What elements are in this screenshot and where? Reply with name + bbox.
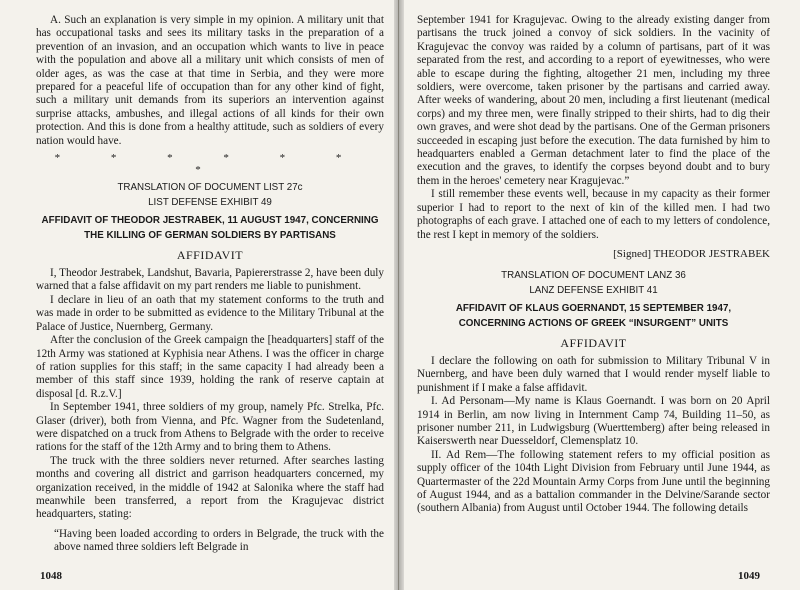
paragraph: II. Ad Rem—The following statement refers to my official position as supply officer of the 104th Light Division from February until June 1944, as Quartermaster of the 22d Mountain Army Corps from June until the beginning of August 1944, and as a battalion commander in the Delvine/Sarande sector (southern Albania) from August until October 1944. The following details bbox=[417, 448, 770, 515]
paragraph: I, Theodor Jestrabek, Landshut, Bavaria, Papiererstrasse 2, have been duly warned that a false affidavit on my part renders me liable to punishment. bbox=[36, 267, 384, 293]
section-heading: AFFIDAVIT bbox=[176, 248, 244, 263]
document-title: TRANSLATION OF DOCUMENT LANZ 36 bbox=[501, 269, 686, 281]
section-heading: AFFIDAVIT bbox=[560, 335, 627, 350]
left-page bbox=[0, 0, 398, 590]
quotation: “Having been loaded according to orders in Belgrade, the truck with the above named three soldiers left Belgrade in bbox=[54, 527, 384, 554]
paragraph: I declare the following on oath for submission to Military Tribunal V in Nuernberg, and have been duly warned that I would render myself liable to punishment if I make a false affidavit. bbox=[417, 354, 770, 394]
affidavit-title-line-2: CONCERNING ACTIONS OF GREEK “INSURGENT” UNITS bbox=[458, 317, 729, 329]
page-number: 1049 bbox=[738, 570, 760, 582]
exhibit-title: LANZ DEFENSE EXHIBIT 41 bbox=[529, 284, 658, 296]
right-page bbox=[398, 0, 800, 590]
paragraph: The truck with the three soldiers never returned. After searches lasting months and covering all district and garrison headquarters concerned, my organization received, in the middle of 1942 at Salonika where the staff had meanwhile been transferred, a report from the Kragujevac district headquarters, stating: bbox=[36, 454, 384, 521]
paragraph: A. Such an explanation is very simple in my opinion. A military unit that has occupational tasks and sees its military tasks in the preparation of a prevention of an invasion, and an occupation which wants to live in peace with the population and above all a military unit which consists of men of older ages, as was the case at that time in Serbia, and they were more prepared for a peaceful life of occupation than for any other kind of fight, such a military unit demands from its superiors an intervention against surprise attacks, ambushes, and illegal actions of all kinds for their own protection. And this is done from a healthy attitude, such as soldiers of every nation would have. bbox=[36, 14, 384, 147]
document-title: TRANSLATION OF DOCUMENT LIST 27c bbox=[117, 182, 303, 194]
paragraph: I still remember these events well, because in my capacity as their former superior I had to report to the next of kin of the killed men. I had two photographs of each grave. I attached one of each to my letters of condolence, the rest I kept in memory of the soldiers. bbox=[417, 188, 770, 241]
book-gutter bbox=[394, 0, 404, 590]
exhibit-title: LIST DEFENSE EXHIBIT 49 bbox=[148, 197, 272, 209]
page-number: 1048 bbox=[40, 570, 62, 582]
signature: [Signed] THEODOR JESTRABEK bbox=[613, 247, 770, 260]
section-divider: * * * * * * * bbox=[54, 152, 366, 177]
paragraph: I. Ad Personam—My name is Klaus Goernandt. I was born on 20 April 1914 in Berlin, am now living in Internment Camp 74, Building 11–50, as prisoner number 211, in Ludwigsburg (Wuerttemberg) after being released in Kaiserswerth near Duesseldorf, Clemensplatz 10. bbox=[417, 395, 770, 448]
affidavit-title-line-1: AFFIDAVIT OF THEODOR JESTRABEK, 11 AUGUST 1947, CONCERNING bbox=[41, 215, 379, 227]
paragraph: I declare in lieu of an oath that my statement conforms to the truth and was made in order to be submitted as evidence to the Military Tribunal at the Palace of Justice, Nuernberg, Germany. bbox=[36, 293, 384, 333]
affidavit-title-line-2: THE KILLING OF GERMAN SOLDIERS BY PARTISANS bbox=[84, 230, 336, 242]
paragraph: In September 1941, three soldiers of my group, namely Pfc. Strelka, Pfc. Glaser (driver), both from Vienna, and Pfc. Wagner from the Sudetenland, were dispatched on a truck from Athens to Belgrade with the order to receive rations for the staff of the 12th Army and to bring them to Athens. bbox=[36, 401, 384, 454]
affidavit-title-line-1: AFFIDAVIT OF KLAUS GOERNANDT, 15 SEPTEMBER 1947, bbox=[455, 302, 732, 314]
paragraph: After the conclusion of the Greek campaign the [headquarters] staff of the 12th Army was stationed at Kyphisia near Athens. I was the officer in charge of ration supplies for this staff; in the same capacity I had already been a member of this staff since 1939, holding the rank of reserve captain at disposal [d. R.z.V.] bbox=[36, 334, 384, 400]
paragraph: September 1941 for Kragujevac. Owing to the already existing danger from partisans the truck joined a convoy of sick soldiers. In the vacinity of Kragujevac the convoy was raided by a column of partisans, part of it was separated from the rest, and according to a report of eyewitnesses, who were able to escape during the fighting, altogether 21 men, including my three soldiers, were overcome, taken prisoner by the partisans and carried away. After weeks of wandering, about 20 men, including a first lieutenant (medical corps) and my three men, were finally stripped to their shirts, had to dig their own graves, and were shot dead by the partisans. One of the German prisoners succeeded in escaping just before the execution. The data furnished by him to headquarters enabled a German detachment later to find the place of the execution and the graves, to identify the corpses beyond doubt and to bury them in the heroes' cemetery near Kragujevac.” bbox=[417, 14, 770, 187]
